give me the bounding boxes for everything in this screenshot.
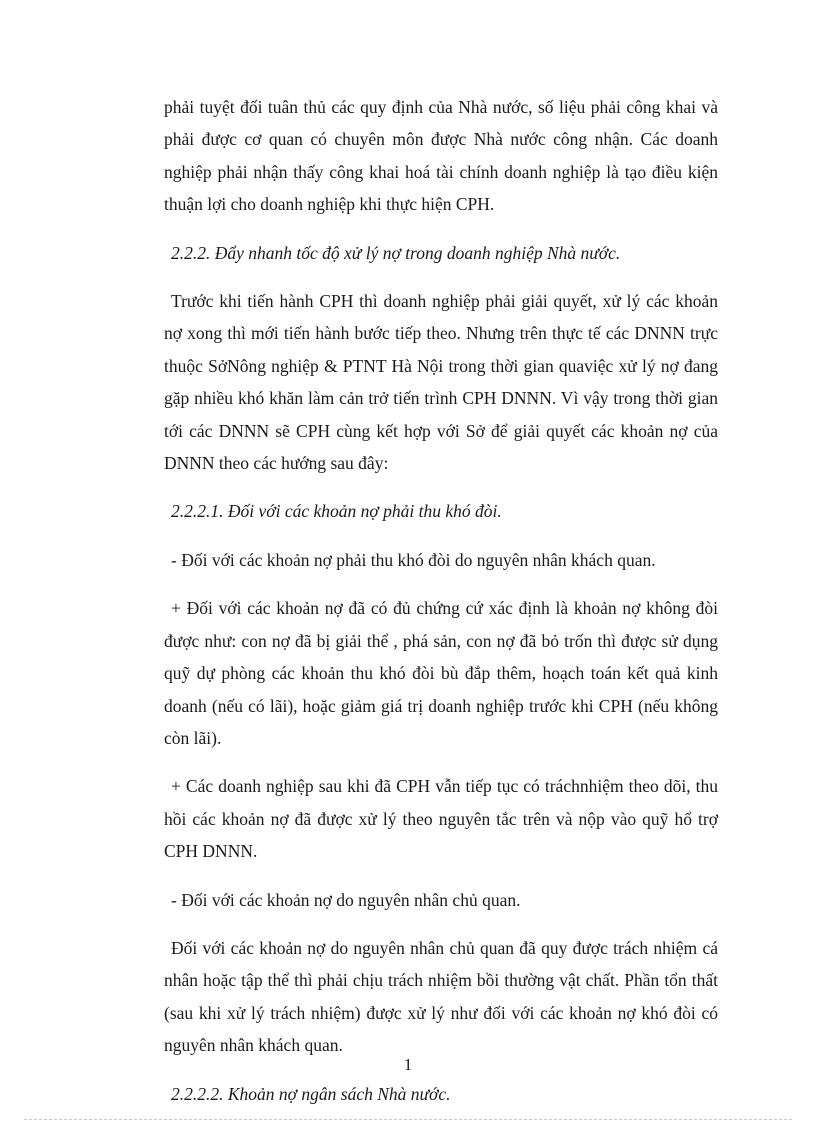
bullet-objective-causes: - Đối với các khoản nợ phải thu khó đòi do nguyên nhân khách quan.	[171, 549, 656, 570]
paragraph-subjective-debts: Đối với các khoản nợ do nguyên nhân chủ quan đã quy được trách nhiệm cá nhân hoặc tập thể thì phải chịu trách nhiệm bồi thường vật chất. Phần tổn thất (sau khi xử lý trách nhiệm) được xử lý như đối với các khoản nợ khó đòi có nguyên nhân khách quan.	[164, 937, 718, 1056]
page-body	[164, 91, 718, 1110]
paragraph-financial-disclosure: phải tuyệt đối tuân thủ các quy định của Nhà nước, số liệu phải công khai và phải được cơ quan có chuyên môn được Nhà nước công nhận. Các doanh nghiệp phải nhận thấy công khai hoá tài chính doanh nghiệp là tạo điều kiện thuận lợi cho doanh nghiệp khi thực hiện CPH.	[164, 97, 718, 215]
bullet-uncollectible-debts: + Đối với các khoản nợ đã có đủ chứng cứ xác định là khoản nợ không đòi được như: con nợ đã bị giải thể , phá sản, con nợ đã bỏ trốn thì được sử dụng quỹ dự phòng các khoản thu khó đòi bù đắp thêm, hoạch toán kết quả kinh doanh (nếu có lãi), hoặc giảm giá trị doanh nghiệp trước khi CPH (nếu không còn lãi).	[164, 598, 718, 748]
page-bottom-divider	[24, 1119, 792, 1120]
bullet-subjective-causes: - Đối với các khoản nợ do nguyên nhân chủ quan.	[171, 889, 521, 910]
section-heading-2-2-2-2: 2.2.2.2. Khoản nợ ngân sách Nhà nước.	[171, 1083, 451, 1104]
bullet-post-cph-responsibility: + Các doanh nghiệp sau khi đã CPH vẫn tiếp tục có tráchnhiệm theo dõi, thu hồi các khoản nợ đã được xử lý theo nguyên tắc trên và nộp vào quỹ hổ trợ CPH DNNN.	[164, 776, 718, 862]
section-heading-2-2-2-1: 2.2.2.1. Đối với các khoản nợ phải thu khó đòi.	[171, 501, 502, 522]
section-heading-2-2-2: 2.2.2. Đẩy nhanh tốc độ xử lý nợ trong doanh nghiệp Nhà nước.	[171, 242, 621, 263]
paragraph-debt-handling: Trước khi tiến hành CPH thì doanh nghiệp phải giải quyết, xử lý các khoản nợ xong thì mới tiến hành bước tiếp theo. Nhưng trên thực tế các DNNN trực thuộc SởNông nghiệp & PTNT Hà Nội trong thời gian quaviệc xử lý nợ đang gặp nhiều khó khăn làm cản trở tiến trình CPH DNNN. Vì vậy trong thời gian tới các DNNN sẽ CPH cùng kết hợp với Sở để giải quyết các khoản nợ của DNNN theo các hướng sau đây:	[164, 291, 718, 474]
page-number: 1	[403, 1055, 413, 1074]
